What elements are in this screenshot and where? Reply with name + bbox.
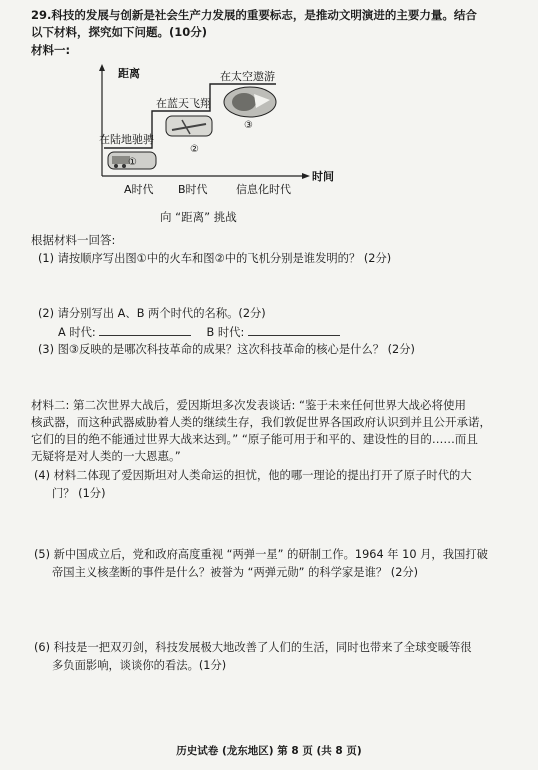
airplane-image [166,116,212,136]
material2-line3: 它们的目的绝不能通过世界大战来达到。” “原子能可用于和平的、建设性的目的……而且 [31,432,478,446]
step2-label: 在蓝天飞翔 [156,97,211,110]
q2-era-a-blank[interactable] [99,324,191,336]
q4-line2: 门？ (1分) [52,487,106,500]
q1-text: (1) 请按顺序写出图①中的火车和图②中的飞机分别是谁发明的？ (2分) [38,252,392,265]
q5-line2: 帝国主义核垄断的事件是什么？被誉为 “两弹元勋” 的科学家是谁？ (2分) [52,566,419,579]
q2-era-a-label: A 时代: [58,326,96,339]
page-footer: 历史试卷 (龙东地区) 第 8 页 (共 8 页) [176,745,362,757]
q2-text: (2) 请分别写出 A、B 两个时代的名称。(2分) [38,307,266,320]
step1-label: 在陆地驰骋 [99,133,154,146]
era-a-label: A时代 [124,183,154,196]
q2-era-b-blank[interactable] [248,324,340,336]
q2-era-b-label: B 时代: [206,326,245,339]
era-b-label: B时代 [178,183,208,196]
y-axis-label: 距离 [118,67,140,80]
q3-text: (3) 图③反映的是哪次科技革命的成果？这次科技革命的核心是什么？ (2分) [38,343,415,356]
x-axis-arrow [302,173,310,179]
material2-line2: 核武器，而这种武器威胁着人类的继续生存，我们敦促世界各国政府认识到并且公开承诺， [31,415,491,429]
q4-line1: (4) 材料二体现了爱因斯坦对人类命运的担忧，他的哪一理论的提出打开了原子时代的大 [34,469,472,482]
marker-2: ② [190,144,199,155]
distance-challenge-diagram [90,64,350,202]
era-info-label: 信息化时代 [236,183,291,196]
intro-text: 根据材料一回答: [31,233,116,247]
q2-answer-line [58,324,340,340]
marker-3: ③ [244,120,253,131]
material2-line4: 无疑将是对人类的一大恩惠。” [31,449,181,463]
y-axis-arrow [99,64,105,71]
spacecraft-image [224,87,276,117]
step3-label: 在太空遨游 [220,70,275,83]
question-header-line1: 29.科技的发展与创新是社会生产力发展的重要标志，是推动文明演进的主要力量。结合 [31,8,477,22]
q5-line1: (5) 新中国成立后，党和政府高度重视 “两弹一星” 的研制工作。1964 年 10 月，我国打破 [34,548,488,561]
marker-1: ① [128,157,137,168]
diagram-caption: 向 “距离” 挑战 [160,210,237,224]
q6-line2: 多负面影响，谈谈你的看法。(1分) [52,659,227,672]
q6-line1: (6) 科技是一把双刃剑，科技发展极大地改善了人们的生活，同时也带来了全球变暖等很 [34,641,472,654]
material2-line1: 材料二: 第二次世界大战后，爱因斯坦多次发表谈话: “鉴于未来任何世界大战必将使用 [31,398,467,412]
question-header-line2: 以下材料，探究如下问题。(10分) [31,25,208,39]
x-axis-label: 时间 [312,170,334,183]
material1-label: 材料一: [31,43,71,57]
